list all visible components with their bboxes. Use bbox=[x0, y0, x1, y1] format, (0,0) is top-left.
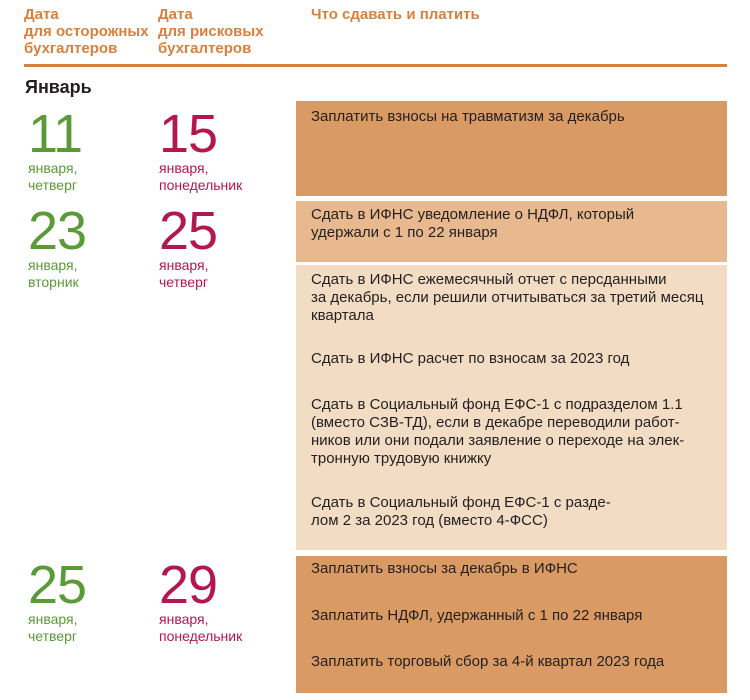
task-line: Заплатить взносы за декабрь в ИФНС bbox=[311, 560, 578, 577]
task-block bbox=[296, 265, 727, 550]
risky-date-2 bbox=[159, 201, 218, 290]
header-risky-date bbox=[158, 6, 264, 57]
safe-day: 25 bbox=[28, 555, 87, 615]
risky-month: января, bbox=[159, 160, 209, 176]
risky-day: 29 bbox=[159, 555, 218, 615]
task-line: Заплатить НДФЛ, удержанный с 1 по 22 января bbox=[311, 607, 643, 624]
task-item bbox=[311, 653, 713, 671]
task-item bbox=[311, 560, 713, 578]
safe-day: 11 bbox=[28, 104, 83, 164]
task-line: за декабрь, если решили отчитываться за третий месяц bbox=[311, 289, 704, 306]
safe-month: января, bbox=[28, 160, 78, 176]
safe-month: января, bbox=[28, 611, 78, 627]
header-risky-line: бухгалтеров bbox=[158, 40, 252, 57]
task-item bbox=[311, 396, 713, 468]
task-item bbox=[311, 350, 713, 368]
task-line: тронную трудовую книжку bbox=[311, 450, 492, 467]
task-item bbox=[311, 108, 713, 126]
header-safe-line: Дата bbox=[24, 6, 59, 23]
risky-month: января, bbox=[159, 611, 209, 627]
risky-date-3 bbox=[159, 555, 243, 644]
task-line: Заплатить торговый сбор за 4-й квартал 2023 года bbox=[311, 653, 665, 670]
task-block bbox=[296, 101, 727, 196]
task-item bbox=[311, 206, 713, 242]
safe-date-3 bbox=[28, 555, 87, 644]
task-line: удержали с 1 по 22 января bbox=[311, 224, 498, 241]
task-block bbox=[296, 556, 727, 693]
task-item bbox=[311, 494, 713, 530]
safe-weekday: вторник bbox=[28, 274, 79, 290]
task-line: Сдать в Социальный фонд ЕФС-1 с подразделом 1.1 bbox=[311, 396, 683, 413]
task-line: Сдать в ИФНС уведомление о НДФЛ, который bbox=[311, 206, 635, 223]
month-title: Январь bbox=[25, 77, 92, 97]
task-line: Сдать в Социальный фонд ЕФС-1 с разде- bbox=[311, 494, 611, 511]
safe-weekday: четверг bbox=[28, 628, 77, 644]
task-line: Сдать в ИФНС ежемесячный отчет с персданными bbox=[311, 271, 667, 288]
safe-date-2 bbox=[28, 201, 87, 290]
task-item bbox=[311, 271, 713, 325]
task-item bbox=[311, 607, 713, 625]
header-safe-line: бухгалтеров bbox=[24, 40, 118, 57]
header-risky-line: для рисковых bbox=[158, 23, 264, 40]
header-safe-date bbox=[24, 6, 149, 57]
risky-date-1 bbox=[159, 104, 243, 193]
risky-day: 15 bbox=[159, 104, 218, 164]
header-safe-line: для осторожных bbox=[24, 23, 149, 40]
safe-month: января, bbox=[28, 257, 78, 273]
safe-day: 23 bbox=[28, 201, 87, 261]
risky-day: 25 bbox=[159, 201, 218, 261]
task-line: Сдать в ИФНС расчет по взносам за 2023 год bbox=[311, 350, 630, 367]
risky-month: января, bbox=[159, 257, 209, 273]
header-divider bbox=[24, 64, 727, 67]
task-line: ников или они подали заявление о переходе на элек- bbox=[311, 432, 685, 449]
header-tasks: Что сдавать и платить bbox=[311, 6, 480, 23]
safe-date-1 bbox=[28, 104, 83, 193]
safe-weekday: четверг bbox=[28, 177, 77, 193]
risky-weekday: четверг bbox=[159, 274, 208, 290]
header-risky-line: Дата bbox=[158, 6, 193, 23]
task-block bbox=[296, 201, 727, 262]
task-line: квартала bbox=[311, 307, 374, 324]
task-line: лом 2 за 2023 год (вместо 4-ФСС) bbox=[311, 512, 548, 529]
risky-weekday: понедельник bbox=[159, 628, 243, 644]
risky-weekday: понедельник bbox=[159, 177, 243, 193]
task-line: Заплатить взносы на травматизм за декабрь bbox=[311, 108, 625, 125]
task-line: (вместо СЗВ-ТД), если в декабре переводили работ- bbox=[311, 414, 680, 431]
